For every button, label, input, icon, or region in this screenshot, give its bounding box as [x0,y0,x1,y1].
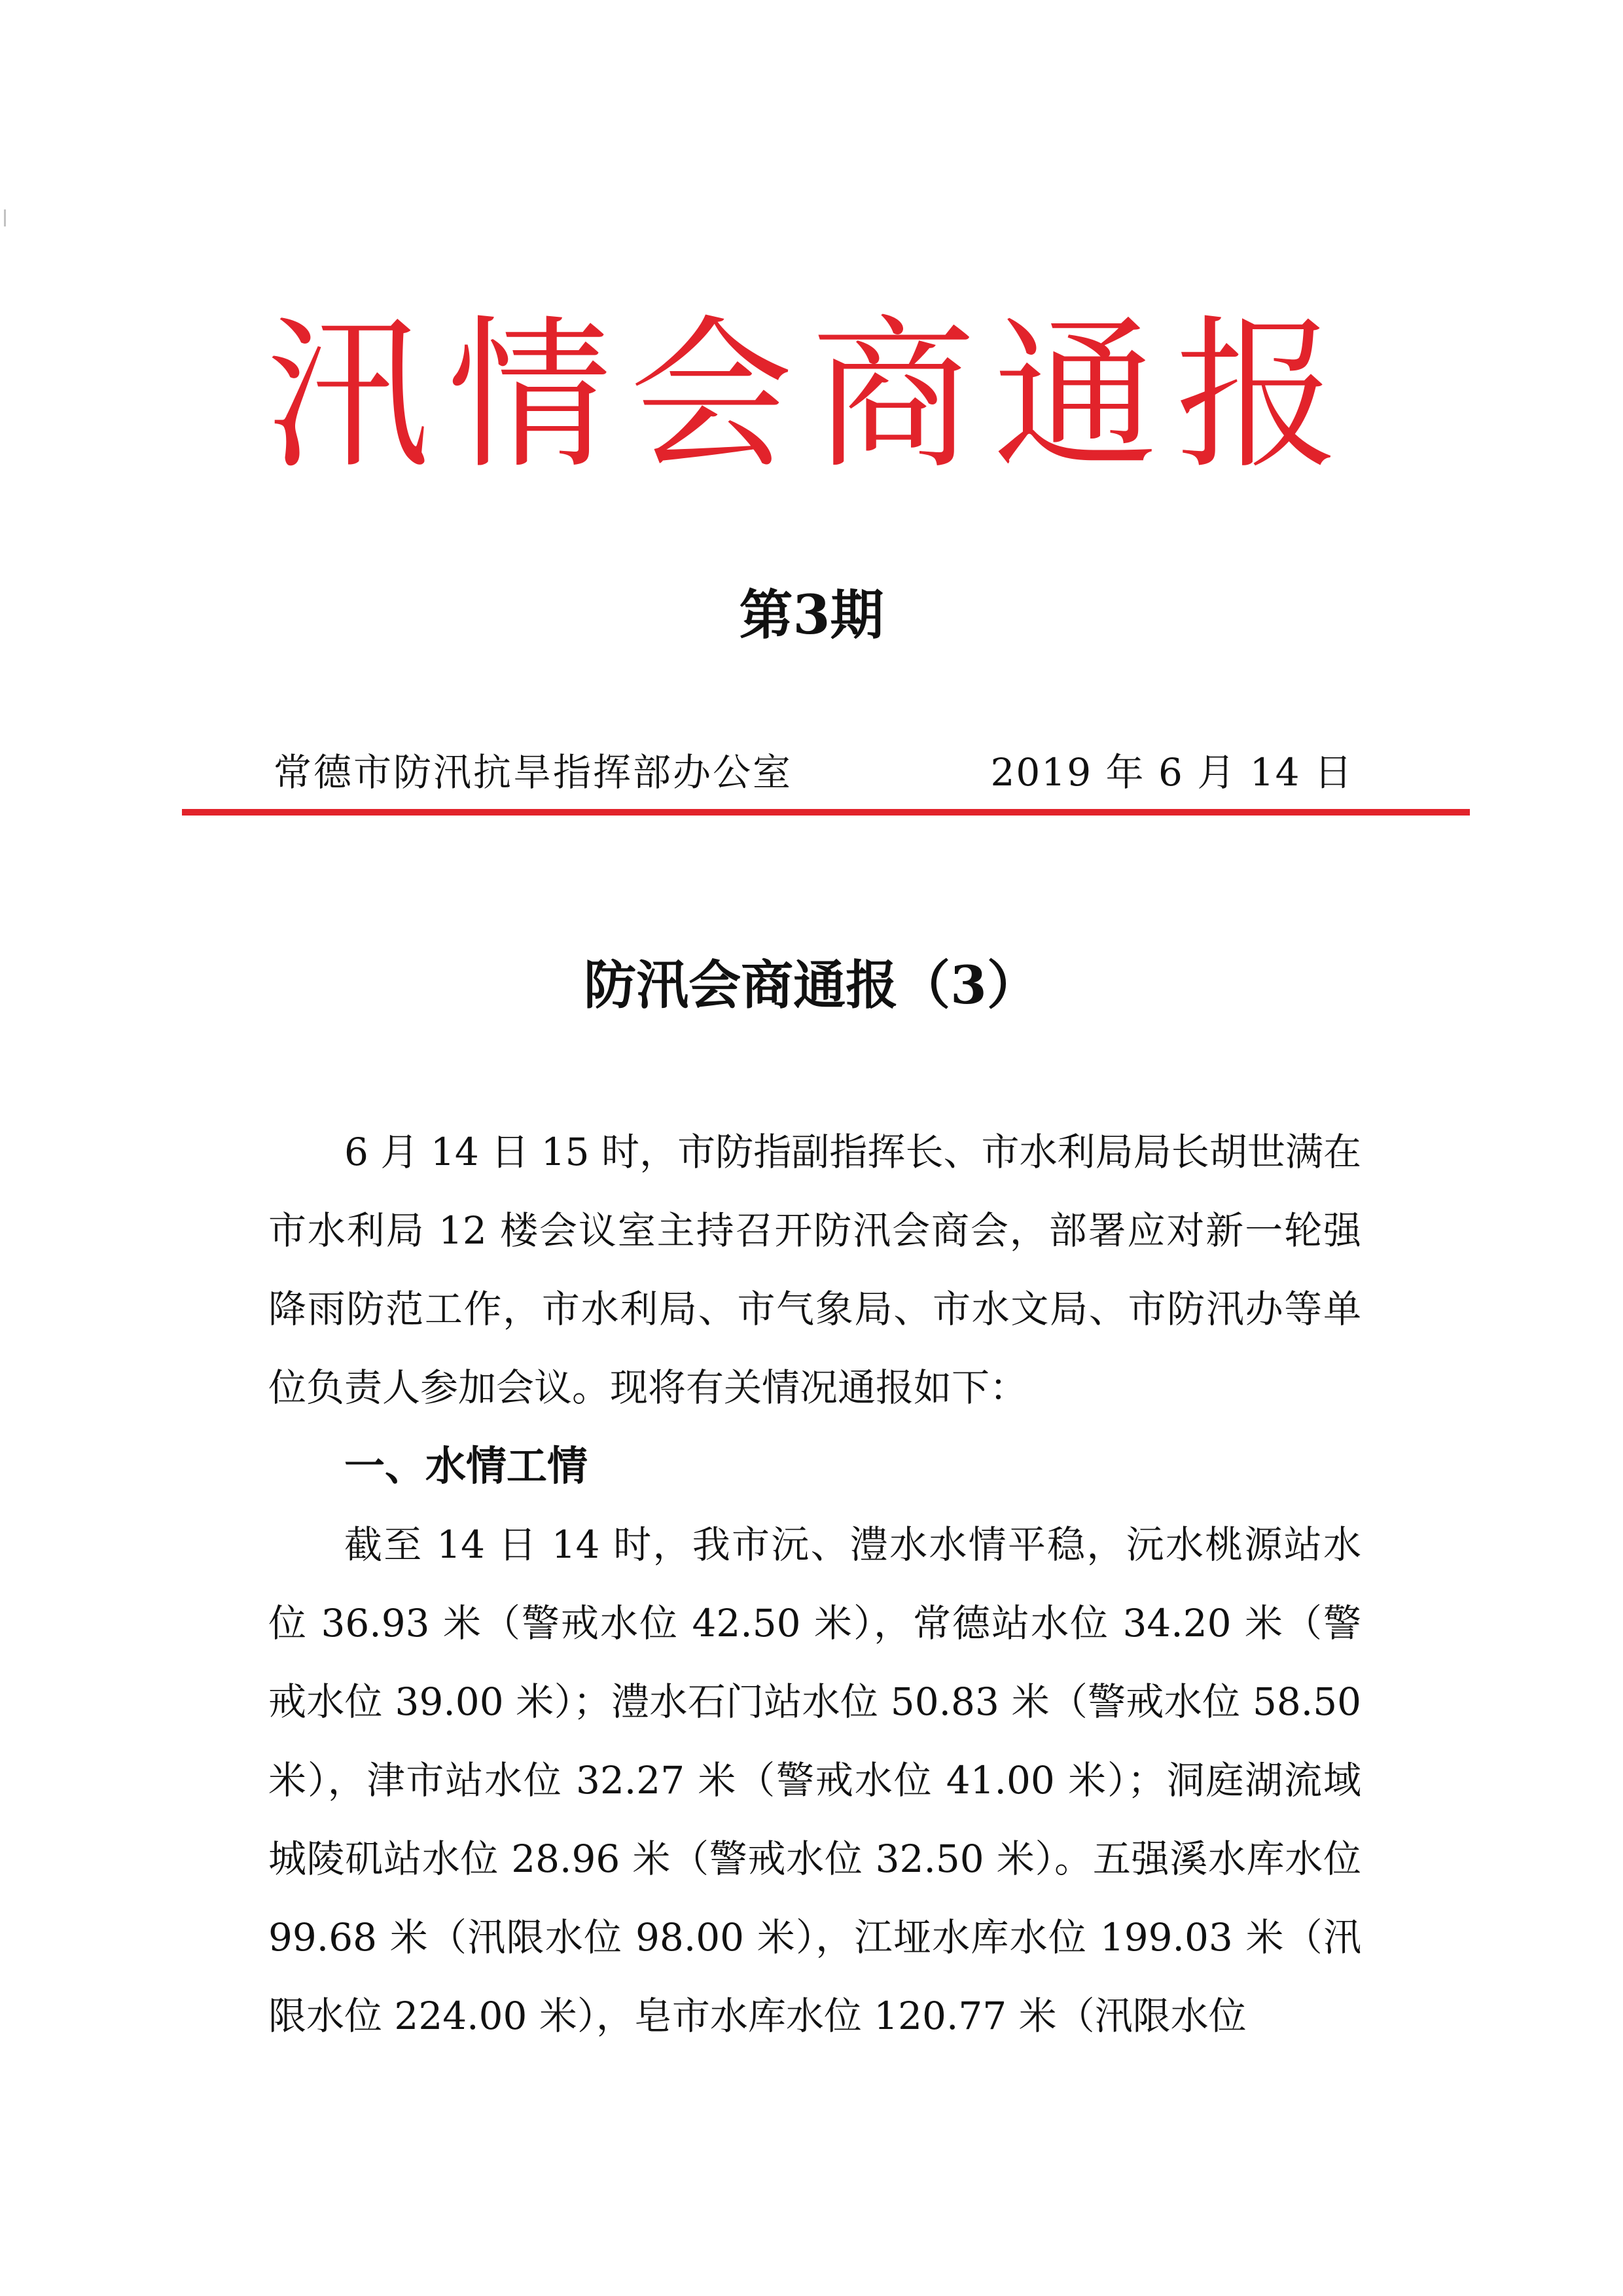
issue-number: 第3期 [739,584,884,647]
water-conditions-paragraph: 截至 14 日 14 时，我市沅、澧水水情平稳，沅水桃源站水位 36.93 米（警戒水位 42.50 米），常德站水位 34.20 米（警戒水位 39.00 米）；澧水石门站水位 50.83 米（警戒水位 58.50 米），津市站水位 32.27 米（警戒水位 41.00 米）；洞庭湖流域城陵矶站水位 28.96 米（警戒水位 32.50 米）。五强溪水库水位 99.68 米（汛限水位 98.00 米），江垭水库水位 199.03 米（汛限水位 224.00 米），皂市水库水位 120.77 米（汛限水位 [268,1522,1361,2038]
document-body [268,1113,1361,2055]
red-divider-line [182,809,1470,816]
issue-date: 2019 年 6 月 14 日 [990,750,1353,795]
document-title: 防汛会商通报（3） [584,954,1039,1016]
section-heading-water-conditions: 一、水情工情 [344,1442,588,1490]
intro-paragraph: 6 月 14 日 15 时，市防指副指挥长、市水利局局长胡世满在市水利局 12 楼会议室主持召开防汛会商会，部署应对新一轮强降雨防范工作，市水利局、市气象局、市水文局、市防汛办等单位负责人参加会议。现将有关情况通报如下： [268,1130,1361,1410]
scan-artifact [4,209,6,226]
masthead-title: 汛情会商通报 [266,300,1357,491]
issuing-office: 常德市防汛抗旱指挥部办公室 [274,750,793,795]
